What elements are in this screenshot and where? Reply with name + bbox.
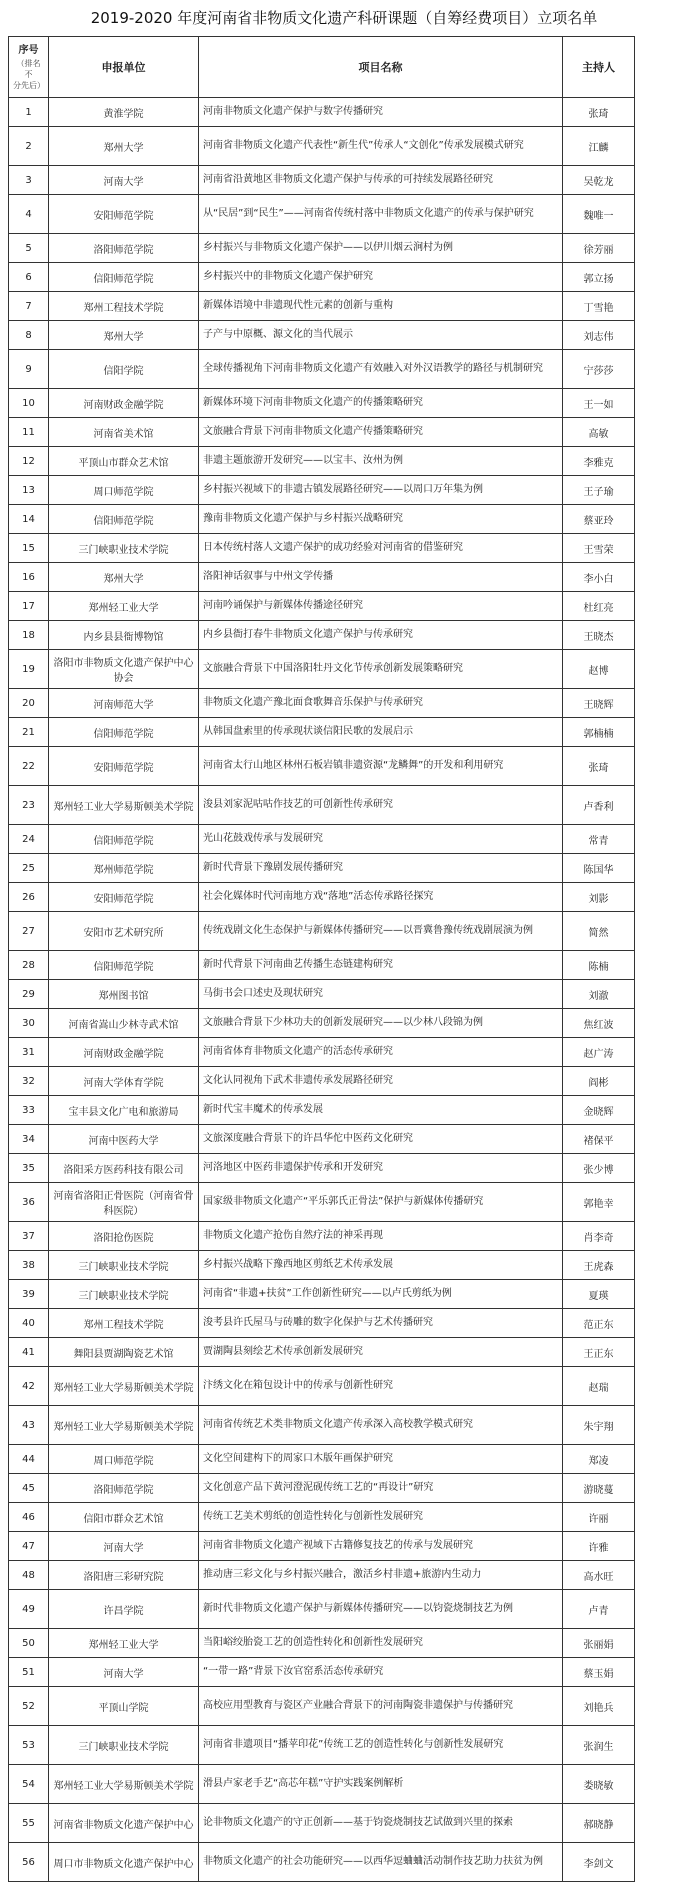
cell-host: 刘艳兵 [563,1687,635,1726]
cell-no: 8 [9,321,49,350]
cell-no: 5 [9,234,49,263]
cell-host: 游晓蔓 [563,1474,635,1503]
cell-no: 4 [9,195,49,234]
cell-project: 文化认同视角下武术非遗传承发展路径研究 [199,1067,563,1096]
cell-host: 陈楠 [563,951,635,980]
cell-no: 22 [9,747,49,786]
cell-unit: 郑州轻工业大学易斯顿美术学院 [49,1406,199,1445]
cell-no: 28 [9,951,49,980]
cell-project: 非遗主题旅游开发研究——以宝丰、汝州为例 [199,447,563,476]
cell-no: 1 [9,98,49,127]
cell-project: 从韩国盘索里的传承现状谈信阳民歌的发展启示 [199,718,563,747]
cell-project: 高校应用型教育与瓷区产业融合背景下的河南陶瓷非遗保护与传播研究 [199,1687,563,1726]
cell-no: 25 [9,854,49,883]
cell-project: 新时代非物质文化遗产保护与新媒体传播研究——以钧瓷烧制技艺为例 [199,1590,563,1629]
header-no-note-1: （排名不 [16,58,41,79]
table-row [9,505,635,534]
cell-unit: 信阳师范学院 [49,505,199,534]
cell-project: 豫南非物质文化遗产保护与乡村振兴战略研究 [199,505,563,534]
cell-unit: 河南大学体育学院 [49,1067,199,1096]
cell-unit: 郑州轻工业大学易斯顿美术学院 [49,1765,199,1804]
table-header-row [9,37,635,98]
cell-host: 张琦 [563,747,635,786]
table-row [9,1843,635,1882]
cell-host: 王一如 [563,389,635,418]
cell-project: 贾湖陶县刻绘艺术传承创新发展研究 [199,1338,563,1367]
cell-project: 日本传统村落人文遗产保护的成功经验对河南省的借鉴研究 [199,534,563,563]
cell-unit: 洛阳唐三彩研究院 [49,1561,199,1590]
cell-no: 45 [9,1474,49,1503]
cell-host: 许丽 [563,1503,635,1532]
cell-no: 47 [9,1532,49,1561]
cell-project: 推动唐三彩文化与乡村振兴融合，激活乡村非遗+旅游内生动力 [199,1561,563,1590]
table-row [9,621,635,650]
cell-project: 文化空间建构下的周家口木版年画保护研究 [199,1445,563,1474]
table-row [9,1309,635,1338]
cell-project: 内乡县衙打春牛非物质文化遗产保护与传承研究 [199,621,563,650]
cell-host: 范正东 [563,1309,635,1338]
table-row [9,534,635,563]
cell-no: 14 [9,505,49,534]
cell-no: 19 [9,650,49,689]
header-project: 项目名称 [199,37,563,98]
table-row [9,1629,635,1658]
table-row [9,1474,635,1503]
cell-unit: 洛阳采方医药科技有限公司 [49,1154,199,1183]
cell-no: 21 [9,718,49,747]
table-row [9,98,635,127]
cell-project: 非物质文化遗产豫北面食歌舞音乐保护与传承研究 [199,689,563,718]
table-row [9,127,635,166]
table-row [9,1406,635,1445]
cell-no: 11 [9,418,49,447]
project-table [8,36,635,1882]
cell-host: 吴乾龙 [563,166,635,195]
cell-unit: 信阳师范学院 [49,718,199,747]
cell-project: 从“民居”到“民生”——河南省传统村落中非物质文化遗产的传承与保护研究 [199,195,563,234]
table-row [9,1532,635,1561]
cell-unit: 内乡县县衙博物馆 [49,621,199,650]
cell-unit: 安阳师范学院 [49,883,199,912]
table-row [9,1251,635,1280]
table-row [9,1154,635,1183]
cell-host: 郑凌 [563,1445,635,1474]
cell-project: 非物质文化遗产抢伤自然疗法的神采再现 [199,1222,563,1251]
cell-project: 新媒体语境中非遗现代性元素的创新与重构 [199,292,563,321]
cell-no: 15 [9,534,49,563]
table-row [9,1658,635,1687]
cell-unit: 安阳市艺术研究所 [49,912,199,951]
cell-no: 29 [9,980,49,1009]
cell-host: 宁莎莎 [563,350,635,389]
cell-no: 51 [9,1658,49,1687]
table-row [9,1561,635,1590]
cell-project: 河南非物质文化遗产保护与数字传播研究 [199,98,563,127]
table-row [9,1183,635,1222]
cell-project: 文化创意产品下黄河澄泥砚传统工艺的“再设计”研究 [199,1474,563,1503]
cell-project: 河南省传统艺术类非物质文化遗产传承深入高校教学模式研究 [199,1406,563,1445]
cell-host: 高敏 [563,418,635,447]
cell-host: 张丽娟 [563,1629,635,1658]
table-row [9,1687,635,1726]
cell-no: 54 [9,1765,49,1804]
cell-unit: 平顶山学院 [49,1687,199,1726]
cell-unit: 河南财政金融学院 [49,389,199,418]
cell-project: 河南省“非遗+扶贫”工作创新性研究——以卢氏剪纸为例 [199,1280,563,1309]
cell-host: 刘影 [563,883,635,912]
table-row [9,166,635,195]
cell-project: 滑县卢家老手艺“高芯年糕”守护实践案例解析 [199,1765,563,1804]
cell-host: 徐芳丽 [563,234,635,263]
cell-no: 39 [9,1280,49,1309]
cell-host: 卢青 [563,1590,635,1629]
cell-project: 浚县刘家泥咕咕作技艺的可创新性传承研究 [199,786,563,825]
cell-unit: 宝丰县文化广电和旅游局 [49,1096,199,1125]
cell-unit: 三门峡职业技术学院 [49,1280,199,1309]
cell-host: 江麟 [563,127,635,166]
cell-no: 27 [9,912,49,951]
cell-host: 简然 [563,912,635,951]
cell-unit: 信阳市群众艺术馆 [49,1503,199,1532]
cell-host: 郝晓静 [563,1804,635,1843]
header-no-note-2: 分先后） [13,80,45,90]
table-row [9,563,635,592]
table-row [9,1096,635,1125]
cell-project: 乡村振兴战略下豫西地区剪纸艺术传承发展 [199,1251,563,1280]
cell-no: 12 [9,447,49,476]
table-row [9,854,635,883]
cell-host: 焦红波 [563,1009,635,1038]
table-row [9,1280,635,1309]
header-unit: 申报单位 [49,37,199,98]
cell-project: 全球传播视角下河南非物质文化遗产有效融入对外汉语教学的路径与机制研究 [199,350,563,389]
cell-no: 55 [9,1804,49,1843]
cell-host: 张少博 [563,1154,635,1183]
table-row [9,951,635,980]
cell-unit: 周口师范学院 [49,476,199,505]
cell-host: 李小白 [563,563,635,592]
table-row [9,234,635,263]
cell-project: 河南省沿黄地区非物质文化遗产保护与传承的可持续发展路径研究 [199,166,563,195]
table-row [9,418,635,447]
cell-project: 文旅深度融合背景下的许昌华佗中医药文化研究 [199,1125,563,1154]
cell-unit: 信阳师范学院 [49,263,199,292]
cell-no: 38 [9,1251,49,1280]
cell-project: 汴绣文化在箱包设计中的传承与创新性研究 [199,1367,563,1406]
cell-unit: 河南省洛阳正骨医院（河南省骨科医院） [49,1183,199,1222]
cell-host: 刘志伟 [563,321,635,350]
table-row [9,747,635,786]
cell-project: 河南省非物质文化遗产视域下古籍修复技艺的传承与发展研究 [199,1532,563,1561]
table-row [9,263,635,292]
cell-unit: 河南省嵩山少林寺武术馆 [49,1009,199,1038]
cell-host: 肖李奇 [563,1222,635,1251]
cell-host: 卢香利 [563,786,635,825]
cell-host: 王晓杰 [563,621,635,650]
table-row [9,1367,635,1406]
cell-project: 非物质文化遗产的社会功能研究——以西华逗蛐蛐活动制作技艺助力扶贫为例 [199,1843,563,1882]
cell-project: 传统工艺美术剪纸的创造性转化与创新性发展研究 [199,1503,563,1532]
cell-host: 许雅 [563,1532,635,1561]
cell-no: 56 [9,1843,49,1882]
cell-unit: 郑州工程技术学院 [49,292,199,321]
table-row [9,1445,635,1474]
cell-unit: 河南中医药大学 [49,1125,199,1154]
cell-project: 乡村振兴与非物质文化遗产保护——以伊川烟云涧村为例 [199,234,563,263]
cell-host: 丁雪艳 [563,292,635,321]
cell-no: 23 [9,786,49,825]
cell-project: “一带一路”背景下汝官窑系活态传承研究 [199,1658,563,1687]
cell-project: 文旅融合背景下中国洛阳牡丹文化节传承创新发展策略研究 [199,650,563,689]
cell-unit: 河南师范大学 [49,689,199,718]
cell-no: 37 [9,1222,49,1251]
cell-host: 李雅克 [563,447,635,476]
cell-host: 娄晓敏 [563,1765,635,1804]
cell-project: 文旅融合背景下少林功夫的创新发展研究——以少林八段锦为例 [199,1009,563,1038]
cell-project: 马街书会口述史及现状研究 [199,980,563,1009]
cell-host: 王雪荣 [563,534,635,563]
table-row [9,718,635,747]
table-row [9,1125,635,1154]
cell-unit: 平顶山市群众艺术馆 [49,447,199,476]
cell-unit: 安阳师范学院 [49,747,199,786]
cell-host: 夏瑛 [563,1280,635,1309]
table-row [9,389,635,418]
cell-host: 王正东 [563,1338,635,1367]
cell-no: 40 [9,1309,49,1338]
cell-no: 31 [9,1038,49,1067]
cell-no: 6 [9,263,49,292]
cell-host: 王子瑜 [563,476,635,505]
table-row [9,786,635,825]
cell-host: 王晓辉 [563,689,635,718]
cell-no: 43 [9,1406,49,1445]
cell-project: 河南省太行山地区林州石板岩镇非遗资源“龙鳞舞”的开发和利用研究 [199,747,563,786]
cell-unit: 三门峡职业技术学院 [49,534,199,563]
cell-host: 郭艳幸 [563,1183,635,1222]
cell-unit: 河南大学 [49,1658,199,1687]
table-row [9,1067,635,1096]
cell-no: 44 [9,1445,49,1474]
table-row [9,195,635,234]
cell-host: 王虎森 [563,1251,635,1280]
cell-no: 36 [9,1183,49,1222]
cell-no: 32 [9,1067,49,1096]
table-row [9,321,635,350]
cell-unit: 河南大学 [49,166,199,195]
cell-project: 文旅融合背景下河南非物质文化遗产传播策略研究 [199,418,563,447]
cell-project: 河南省体育非物质文化遗产的活态传承研究 [199,1038,563,1067]
cell-unit: 周口师范学院 [49,1445,199,1474]
cell-host: 魏唯一 [563,195,635,234]
cell-host: 郭立扬 [563,263,635,292]
cell-unit: 舞阳县贾湖陶瓷艺术馆 [49,1338,199,1367]
cell-no: 48 [9,1561,49,1590]
table-row [9,476,635,505]
cell-host: 李剑文 [563,1843,635,1882]
cell-host: 蔡玉娟 [563,1658,635,1687]
cell-host: 褚保平 [563,1125,635,1154]
cell-unit: 郑州轻工业大学易斯顿美术学院 [49,1367,199,1406]
cell-host: 高水旺 [563,1561,635,1590]
cell-no: 50 [9,1629,49,1658]
cell-project: 新时代背景下河南曲艺传播生态链建构研究 [199,951,563,980]
cell-no: 30 [9,1009,49,1038]
cell-host: 蔡亚玲 [563,505,635,534]
cell-host: 张润生 [563,1726,635,1765]
cell-project: 乡村振兴中的非物质文化遗产保护研究 [199,263,563,292]
table-row [9,825,635,854]
cell-project: 社会化媒体时代河南地方戏“落地”活态传承路径探究 [199,883,563,912]
cell-project: 论非物质文化遗产的守正创新——基于钧瓷烧制技艺试做到兴里的探索 [199,1804,563,1843]
cell-no: 7 [9,292,49,321]
cell-project: 子产与中原概、源文化的当代展示 [199,321,563,350]
cell-project: 河南吟诵保护与新媒体传播途径研究 [199,592,563,621]
table-row [9,592,635,621]
cell-project: 光山花鼓戏传承与发展研究 [199,825,563,854]
table-row [9,1222,635,1251]
cell-no: 9 [9,350,49,389]
cell-unit: 黄淮学院 [49,98,199,127]
table-row [9,447,635,476]
cell-project: 国家级非物质文化遗产“平乐郭氏正骨法”保护与新媒体传播研究 [199,1183,563,1222]
cell-unit: 郑州工程技术学院 [49,1309,199,1338]
cell-unit: 信阳师范学院 [49,951,199,980]
cell-unit: 河南省美术馆 [49,418,199,447]
cell-project: 传统戏剧文化生态保护与新媒体传播研究——以晋冀鲁豫传统戏剧展演为例 [199,912,563,951]
cell-host: 朱宇翔 [563,1406,635,1445]
cell-unit: 河南大学 [49,1532,199,1561]
cell-no: 17 [9,592,49,621]
cell-no: 42 [9,1367,49,1406]
cell-host: 金晓辉 [563,1096,635,1125]
cell-unit: 洛阳师范学院 [49,1474,199,1503]
cell-host: 赵广涛 [563,1038,635,1067]
cell-host: 阎彬 [563,1067,635,1096]
cell-host: 赵博 [563,650,635,689]
table-row [9,292,635,321]
cell-no: 49 [9,1590,49,1629]
cell-unit: 洛阳师范学院 [49,234,199,263]
cell-no: 16 [9,563,49,592]
table-row [9,1038,635,1067]
cell-unit: 周口市非物质文化遗产保护中心 [49,1843,199,1882]
cell-no: 24 [9,825,49,854]
cell-unit: 许昌学院 [49,1590,199,1629]
cell-no: 2 [9,127,49,166]
cell-no: 26 [9,883,49,912]
table-row [9,1503,635,1532]
table-row [9,883,635,912]
cell-unit: 洛阳市非物质文化遗产保护中心协会 [49,650,199,689]
cell-project: 新时代背景下豫剧发展传播研究 [199,854,563,883]
cell-host: 常青 [563,825,635,854]
page-title: 2019-2020 年度河南省非物质文化遗产科研课题（自筹经费项目）立项名单 [90,9,598,27]
table-row [9,1338,635,1367]
cell-unit: 郑州大学 [49,321,199,350]
cell-unit: 郑州轻工业大学 [49,592,199,621]
cell-unit: 三门峡职业技术学院 [49,1251,199,1280]
table-row [9,650,635,689]
cell-no: 18 [9,621,49,650]
cell-project: 河洛地区中医药非遗保护传承和开发研究 [199,1154,563,1183]
cell-no: 46 [9,1503,49,1532]
cell-unit: 信阳学院 [49,350,199,389]
cell-host: 赵瑞 [563,1367,635,1406]
table-row [9,1590,635,1629]
table-row [9,1804,635,1843]
cell-no: 13 [9,476,49,505]
cell-project: 乡村振兴视域下的非遗古镇发展路径研究——以周口万年集为例 [199,476,563,505]
cell-project: 河南省非物质文化遗产代表性“新生代”传承人“文创化”传承发展模式研究 [199,127,563,166]
cell-project: 河南省非遗项目“播苹印花”传统工艺的创造性转化与创新性发展研究 [199,1726,563,1765]
header-host: 主持人 [563,37,635,98]
cell-unit: 信阳师范学院 [49,825,199,854]
table-row [9,912,635,951]
cell-no: 53 [9,1726,49,1765]
header-no [9,37,49,98]
cell-project: 洛阳神话叙事与中州文学传播 [199,563,563,592]
cell-unit: 安阳师范学院 [49,195,199,234]
table-row [9,689,635,718]
cell-host: 郭楠楠 [563,718,635,747]
cell-no: 34 [9,1125,49,1154]
cell-unit: 郑州轻工业大学易斯顿美术学院 [49,786,199,825]
cell-host: 杜红亮 [563,592,635,621]
table-row [9,1765,635,1804]
table-row [9,1726,635,1765]
cell-unit: 郑州大学 [49,563,199,592]
cell-no: 10 [9,389,49,418]
cell-project: 当阳峪绞胎瓷工艺的创造性转化和创新性发展研究 [199,1629,563,1658]
cell-project: 新时代宝丰魔术的传承发展 [199,1096,563,1125]
cell-host: 陈国华 [563,854,635,883]
cell-no: 20 [9,689,49,718]
table-body [9,98,635,1882]
cell-unit: 郑州大学 [49,127,199,166]
cell-project: 新媒体环境下河南非物质文化遗产的传播策略研究 [199,389,563,418]
cell-no: 3 [9,166,49,195]
cell-host: 张琦 [563,98,635,127]
table-row [9,1009,635,1038]
cell-no: 33 [9,1096,49,1125]
cell-unit: 郑州师范学院 [49,854,199,883]
cell-unit: 郑州轻工业大学 [49,1629,199,1658]
cell-unit: 三门峡职业技术学院 [49,1726,199,1765]
cell-unit: 洛阳抢伤医院 [49,1222,199,1251]
header-no-label: 序号 [18,44,39,56]
cell-unit: 河南省非物质文化遗产保护中心 [49,1804,199,1843]
cell-no: 52 [9,1687,49,1726]
cell-unit: 河南财政金融学院 [49,1038,199,1067]
table-row [9,980,635,1009]
cell-host: 刘澈 [563,980,635,1009]
cell-no: 35 [9,1154,49,1183]
table-row [9,350,635,389]
cell-unit: 郑州图书馆 [49,980,199,1009]
cell-project: 浚考县许氏屋马与砖雕的数字化保护与艺术传播研究 [199,1309,563,1338]
cell-no: 41 [9,1338,49,1367]
